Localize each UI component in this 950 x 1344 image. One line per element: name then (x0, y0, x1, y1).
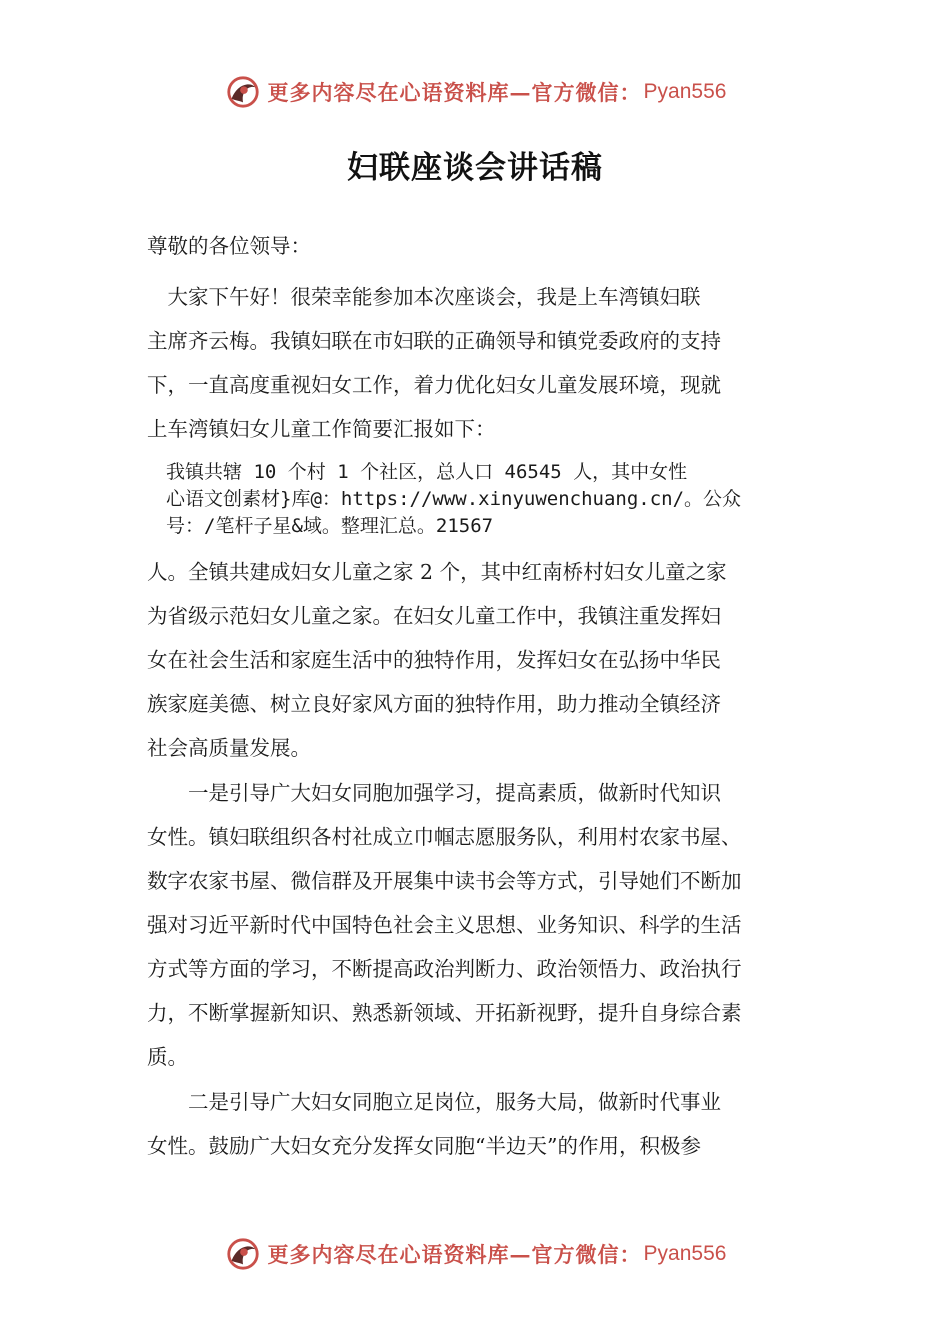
document-title: 妇联座谈会讲话稿 (347, 150, 603, 186)
body-line: 族家庭美德、树立良好家风方面的独特作用，助力推动全镇经济 (147, 692, 721, 716)
body-line: 力，不断掌握新知识、熟悉新领域、开拓新视野，提升自身综合素 (147, 1001, 742, 1025)
body-line: 一是引导广大妇女同胞加强学习，提高素质，做新时代知识 (147, 781, 721, 805)
body-line: 女性。镇妇联组织各村社成立巾帼志愿服务队，利用村农家书屋、 (147, 825, 742, 849)
body-line: 二是引导广大妇女同胞立足岗位，服务大局，做新时代事业 (147, 1090, 721, 1114)
watermark-text: 更多内容尽在心语资料库—官方微信： (267, 80, 642, 105)
ink-swirl-logo-icon (224, 74, 262, 110)
body-line: 数字农家书屋、微信群及开展集中读书会等方式，引导她们不断加 (147, 869, 742, 893)
body-line: 方式等方面的学习，不断提高政治判断力、政治领悟力、政治执行 (147, 957, 742, 981)
body-line: 主席齐云梅。我镇妇联在市妇联的正确领导和镇党委政府的支持 (147, 329, 721, 353)
body-line: 女在社会生活和家庭生活中的独特作用，发挥妇女在弘扬中华民 (147, 648, 721, 672)
body-line: 尊敬的各位领导： (147, 234, 311, 258)
body-line: 大家下午好！很荣幸能参加本次座谈会，我是上车湾镇妇联 (147, 285, 701, 309)
ink-swirl-logo-icon (224, 1236, 262, 1272)
body-line: 号：/笔杆子星&域。整理汇总。21567 (147, 515, 494, 537)
watermark-handle: Pyan556 (643, 1242, 727, 1265)
watermark-text: 更多内容尽在心语资料库—官方微信： (267, 1242, 642, 1267)
body-line: 社会高质量发展。 (147, 736, 311, 760)
body-line: 我镇共辖 10 个村 1 个社区，总人口 46545 人，其中女性 (147, 461, 688, 483)
body-line: 下，一直高度重视妇女工作，着力优化妇女儿童发展环境，现就 (147, 373, 721, 397)
body-line: 女性。鼓励广大妇女充分发挥女同胞“半边天”的作用，积极参 (147, 1134, 701, 1158)
footer-watermark (0, 1236, 950, 1272)
body-line: 质。 (147, 1045, 188, 1069)
body-line: 心语文创素材}库@：https://www.xinyuwenchuang.cn/。公众 (147, 488, 742, 510)
body-line: 强对习近平新时代中国特色社会主义思想、业务知识、科学的生活 (147, 913, 742, 937)
watermark-handle: Pyan556 (643, 80, 727, 103)
body-line: 上车湾镇妇女儿童工作简要汇报如下： (147, 417, 496, 441)
body-line: 人。全镇共建成妇女儿童之家 2 个，其中红南桥村妇女儿童之家 (147, 560, 727, 584)
header-watermark (0, 74, 950, 110)
body-line: 为省级示范妇女儿童之家。在妇女儿童工作中，我镇注重发挥妇 (147, 604, 721, 628)
